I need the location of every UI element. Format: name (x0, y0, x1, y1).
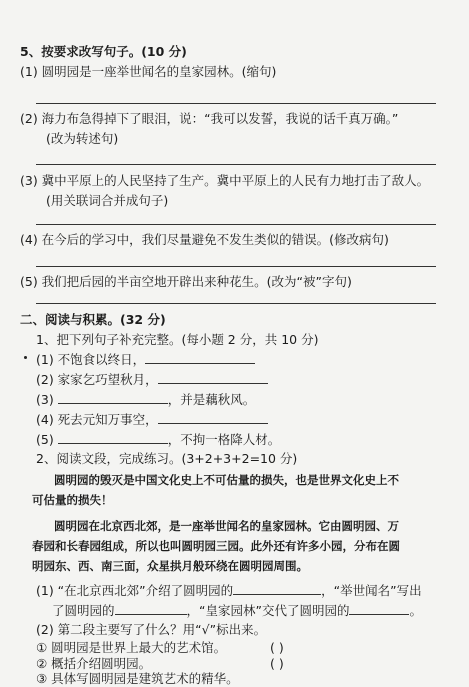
q1-title: 1、把下列句子补充完整。(每小题 2 分，共 10 分) (36, 332, 319, 347)
option-3: ③ 具体写圆明园是建筑艺术的精华。 (36, 671, 239, 686)
passage-p2-l2: 春园和长春园组成，所以也叫圆明园三园。此外还有许多小园，分布在圆 (32, 539, 400, 553)
answer-line[interactable] (36, 266, 436, 267)
option-2: ② 概括介绍圆明园。 (36, 656, 152, 671)
q5-s4: (4) 在今后的学习中，我们尽量避免不发生类似的错误。(修改病句) (20, 232, 389, 247)
passage-p1-l2: 可估量的损失！ (32, 493, 113, 507)
q2-title: 2、阅读文段，完成练习。(3+2+3+2=10 分) (36, 451, 298, 466)
r1-line1: (1) “在北京西北郊”介绍了圆明园的 ，“举世闻名”写出 (36, 583, 422, 598)
q5-s2: (2) 海力布急得掉下了眼泪，说：“我可以发誓，我说的话千真万确。” (20, 111, 399, 126)
passage-p1-l1: 圆明园的毁灭是中国文化史上不可估量的损失，也是世界文化史上不 (54, 473, 399, 487)
passage-p2-l1: 圆明园在北京西北郊，是一座举世闻名的皇家园林。它由圆明园、万 (54, 519, 399, 533)
q5-s3-note: (用关联词合并成句子) (46, 193, 169, 208)
passage-p2-l3: 明园东、西、南三面，众星拱月般环绕在圆明园周围。 (32, 559, 308, 573)
q1-1: (1) 不饱食以终日， (36, 351, 255, 368)
q1-4: (4) 死去元知万事空， (36, 411, 268, 428)
fill-blank[interactable] (158, 371, 268, 384)
r2-question: (2) 第二段主要写了什么？用“√”标出来。 (36, 622, 267, 637)
answer-line[interactable] (36, 164, 436, 165)
fill-blank[interactable] (158, 411, 268, 424)
fill-blank[interactable] (349, 602, 409, 615)
section-2-title: 二、阅读与积累。(32 分) (20, 312, 166, 327)
q5-s1: (1) 圆明园是一座举世闻名的皇家园林。(缩句) (20, 64, 277, 79)
dot-mark (24, 356, 27, 359)
q5-title: 5、按要求改写句子。(10 分) (20, 44, 187, 59)
q1-2: (2) 家家乞巧望秋月， (36, 371, 268, 388)
option-1: ① 圆明园是世界上最大的艺术馆。 (36, 640, 227, 655)
fill-blank[interactable] (115, 602, 187, 615)
fill-blank[interactable] (58, 391, 168, 404)
option-1-paren[interactable]: ( ) (270, 640, 284, 655)
q1-5: (5) ，不拘一格降人材。 (36, 432, 281, 447)
q5-s2-note: (改为转述句) (46, 131, 119, 146)
q1-3: (3) ，并是藕秋风。 (36, 392, 256, 407)
option-2-paren[interactable]: ( ) (270, 656, 284, 671)
r1-line2: 了圆明园的 ，“皇家园林”交代了圆明园的 。 (52, 603, 422, 618)
fill-blank[interactable] (233, 582, 321, 595)
fill-blank[interactable] (145, 351, 255, 364)
answer-line[interactable] (36, 103, 436, 104)
answer-line[interactable] (36, 224, 436, 225)
q5-s3: (3) 冀中平原上的人民坚持了生产。冀中平原上的人民有力地打击了敌人。 (20, 173, 430, 188)
answer-line[interactable] (36, 303, 436, 304)
q5-s5: (5) 我们把后园的半亩空地开辟出来种花生。(改为“被”字句) (20, 274, 352, 289)
fill-blank[interactable] (58, 431, 168, 444)
